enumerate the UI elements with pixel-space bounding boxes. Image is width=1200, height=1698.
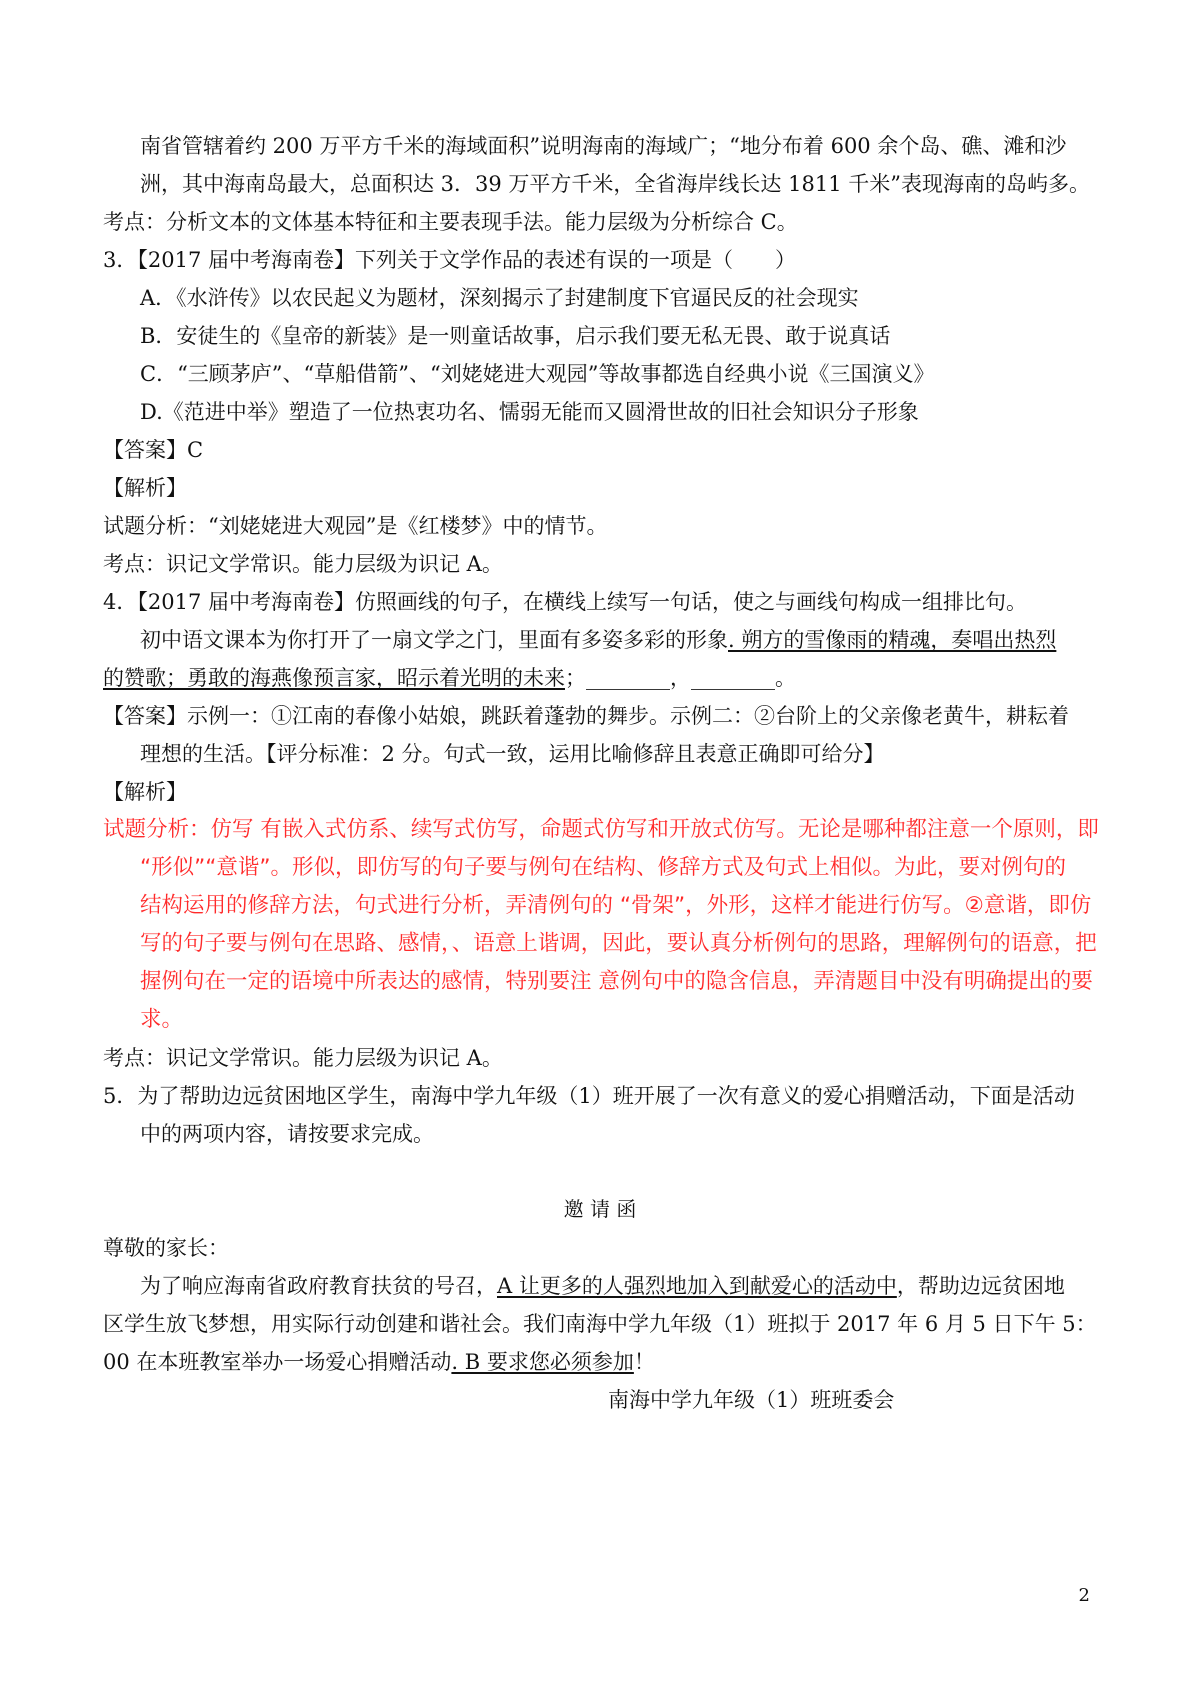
underlined-sentence: . 朔方的雪像雨的精魂，奏唱出热烈 [728, 628, 1057, 652]
question-5-stem: 中的两项内容，请按要求完成。 [140, 1122, 434, 1146]
option-b: B．安徒生的《皇帝的新装》是一则童话故事，启示我们要无私无畏、敢于说真话 [140, 324, 891, 348]
analysis-red-text: 试题分析：仿写 有嵌入式仿系、续写式仿写，命题式仿写和开放式仿写。无论是哪种都注意一个原则，即 [103, 817, 1099, 842]
paragraph-line: 洲，其中海南岛最大，总面积达 3．39 万平方千米，全省海岸线长达 1811 千米”表现海南的岛屿多。 [140, 172, 1090, 196]
page-number: 2 [1078, 1585, 1090, 1606]
example-lead: 初中语文课本为你打开了一扇文学之门，里面有多姿多彩的形象 [140, 628, 728, 652]
option-a: A．《水浒传》以农民起义为题材，深刻揭示了封建制度下官逼民反的社会现实 [140, 286, 859, 310]
invitation-signature: 南海中学九年级（1）班班委会 [608, 1388, 895, 1412]
invitation-greeting: 尊敬的家长： [103, 1236, 229, 1260]
invitation-text: ，帮助边远贫困地 [896, 1274, 1065, 1298]
invitation-title: 邀 请 函 [563, 1197, 637, 1221]
analysis-label: 【解析】 [103, 780, 187, 804]
invitation-line: 区学生放飞梦想，用实际行动创建和谐社会。我们南海中学九年级（1）班拟于 2017 年 6 月 5 日下午 5： [103, 1312, 1097, 1336]
analysis-text: 试题分析：“刘姥姥进大观园”是《红楼梦》中的情节。 [103, 514, 608, 538]
answer-line: 【答案】示例一：①江南的春像小姑娘，跳跃着蓬勃的舞步。示例二：②台阶上的父亲像老黄牛，耕耘着 [103, 704, 1069, 728]
answer-label: 【答案】C [103, 438, 204, 462]
analysis-red-text: 握例句在一定的语境中所表达的感情，特别要注 意例句中的隐含信息，弄清题目中没有明确提出的要 [140, 969, 1093, 994]
analysis-red-text: 结构运用的修辞方法，句式进行分析，弄清例句的 “骨架”，外形，这样才能进行仿写。②意谐，即仿 [140, 893, 1092, 918]
kaodian-line: 考点：分析文本的文体基本特征和主要表现手法。能力层级为分析综合 C。 [103, 210, 798, 234]
underlined-sentence: 的赞歌；勇敢的海燕像预言家，昭示着光明的未来 [103, 666, 565, 690]
analysis-red-text: 求。 [140, 1007, 184, 1032]
example-sentence-line [140, 627, 1056, 653]
analysis-red-text: “形似”“意谐”。形似，即仿写的句子要与例句在结构、修辞方式及句式上相似。为此，要对例句的 [140, 855, 1067, 880]
underlined-sentence-a: A 让更多的人强烈地加入到献爱心的活动中 [497, 1274, 897, 1298]
question-4-stem: 4．【2017 届中考海南卷】仿照画线的句子，在横线上续写一句话，使之与画线句构成一组排比句。 [103, 590, 1027, 614]
question-3-stem: 3．【2017 届中考海南卷】下列关于文学作品的表述有误的一项是（ ） [103, 248, 796, 272]
underlined-sentence-b: . B 要求您必须参加 [451, 1350, 634, 1374]
blank-lines: ；________，________。 [565, 666, 796, 690]
analysis-red-text: 写的句子要与例句在思路、感情，、语意上谐调，因此，要认真分析例句的思路，理解例句的语意，把 [140, 931, 1097, 956]
invitation-text: ！ [633, 1350, 655, 1374]
option-d: D.《范进中举》塑造了一位热衷功名、懦弱无能而又圆滑世故的旧社会知识分子形象 [140, 400, 919, 424]
paragraph-line: 南省管辖着约 200 万平方千米的海域面积”说明海南的海域广；“地分布着 600 余个岛、礁、滩和沙 [140, 134, 1067, 158]
answer-line: 理想的生活。【评分标准：2 分。句式一致，运用比喻修辞且表意正确即可给分】 [140, 742, 885, 766]
analysis-label: 【解析】 [103, 476, 187, 500]
invitation-text: 00 在本班教室举办一场爱心捐赠活动 [103, 1350, 452, 1374]
invitation-line [103, 1349, 655, 1375]
invitation-line [140, 1273, 1065, 1299]
invitation-text: 为了响应海南省政府教育扶贫的号召， [140, 1274, 497, 1298]
kaodian-line: 考点：识记文学常识。能力层级为识记 A。 [103, 552, 503, 576]
question-5-stem: 5．为了帮助边远贫困地区学生，南海中学九年级（1）班开展了一次有意义的爱心捐赠活动，下面是活动 [103, 1084, 1075, 1108]
example-sentence-line [103, 665, 796, 691]
option-c: C．“三顾茅庐”、“草船借箭”、“刘姥姥进大观园”等故事都选自经典小说《三国演义》 [140, 362, 935, 386]
kaodian-line: 考点：识记文学常识。能力层级为识记 A。 [103, 1046, 503, 1070]
